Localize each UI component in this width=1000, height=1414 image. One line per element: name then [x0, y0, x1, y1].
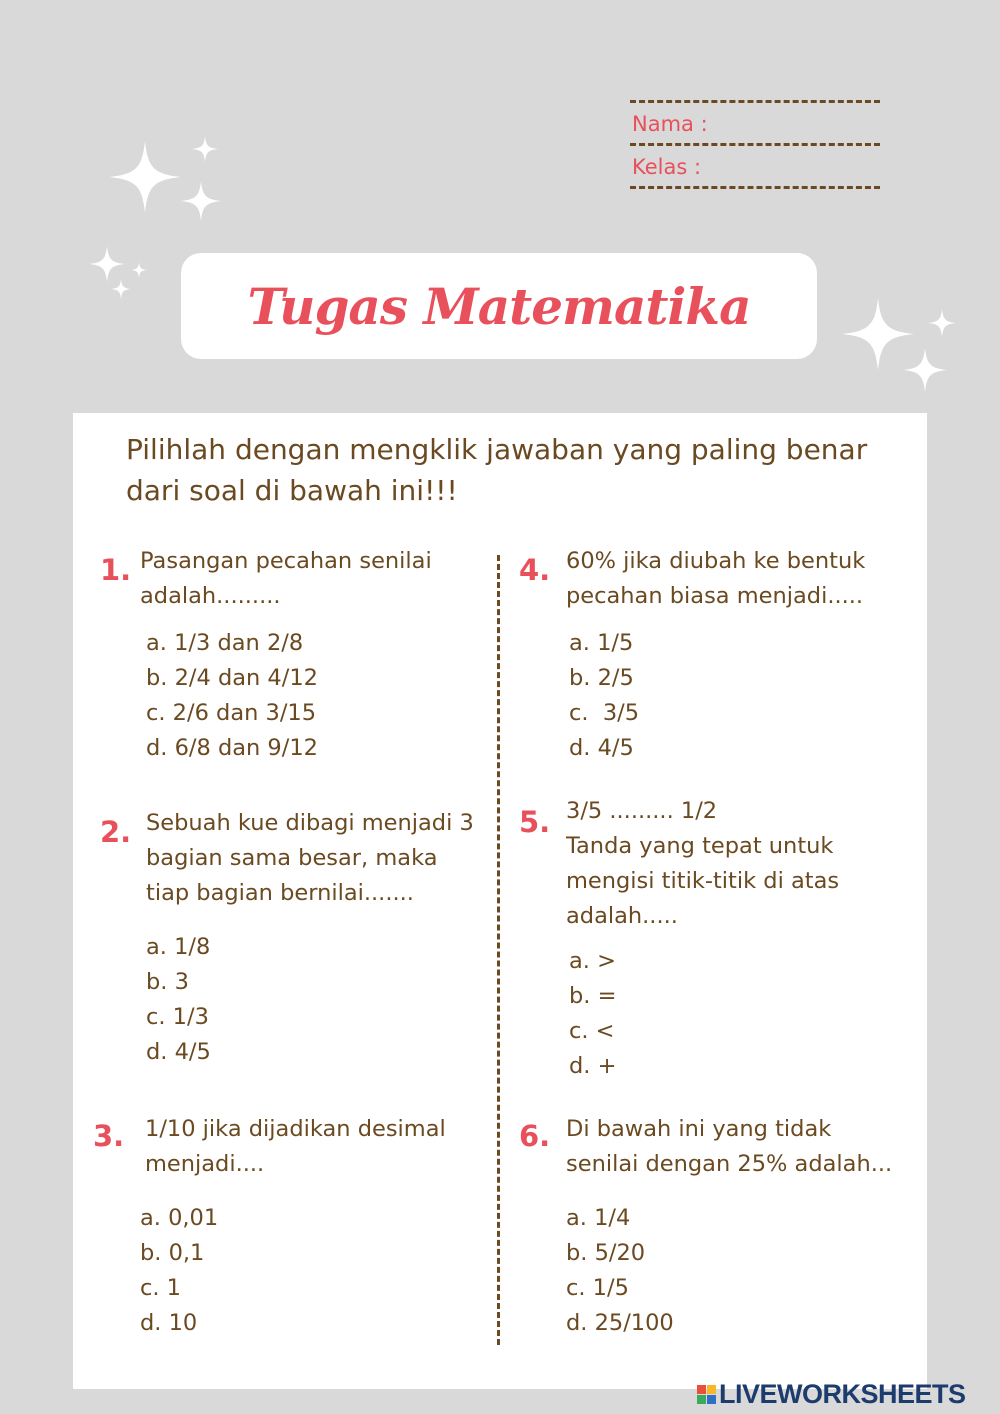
instructions: Pilihlah dengan mengklik jawaban yang paling benar dari soal di bawah ini!!! — [126, 433, 868, 507]
option-b[interactable]: b. 0,1 — [140, 1240, 205, 1266]
question-number: 4. — [519, 553, 551, 587]
option-c[interactable]: c. 3/5 — [569, 700, 640, 726]
sparkle-icon — [192, 136, 218, 162]
option-d[interactable]: d. 4/5 — [146, 1039, 211, 1065]
question-number: 2. — [100, 815, 132, 849]
option-a[interactable]: a. 1/4 — [566, 1205, 631, 1231]
option-c[interactable]: c. 2/6 dan 3/15 — [146, 700, 317, 726]
sparkle-icon — [89, 246, 125, 282]
option-b[interactable]: b. 2/5 — [569, 665, 634, 691]
option-d[interactable]: d. 10 — [140, 1310, 198, 1336]
option-b[interactable]: b. 3 — [146, 969, 189, 995]
sparkle-icon — [928, 309, 956, 337]
page-title: Tugas Matematika — [247, 276, 751, 336]
sparkle-icon — [903, 348, 947, 392]
sparkle-icon — [842, 298, 914, 370]
sparkle-icon — [181, 181, 221, 221]
class-field-label[interactable]: Kelas : — [632, 155, 702, 179]
logo-square — [707, 1385, 716, 1394]
question-text: Di bawah ini yang tidak senilai dengan 25% adalah... — [566, 1116, 893, 1177]
option-d[interactable]: d. + — [569, 1053, 617, 1079]
option-c[interactable]: c. 1/3 — [146, 1004, 209, 1030]
logo-grid-icon — [697, 1385, 716, 1404]
column-divider — [497, 555, 500, 1345]
option-d[interactable]: d. 25/100 — [566, 1310, 674, 1336]
worksheet-card — [73, 413, 927, 1389]
options-list — [146, 626, 318, 766]
question-text: 60% jika diubah ke bentuk pecahan biasa menjadi..... — [566, 548, 866, 609]
logo-text: LIVEWORKSHEETS — [719, 1378, 966, 1409]
option-d[interactable]: d. 4/5 — [569, 735, 634, 761]
title-banner — [181, 253, 817, 359]
question-number: 5. — [519, 805, 551, 839]
option-a[interactable]: a. 1/3 dan 2/8 — [146, 630, 304, 656]
option-b[interactable]: b. = — [569, 983, 617, 1009]
option-a[interactable]: a. > — [569, 948, 616, 974]
option-a[interactable]: a. 1/5 — [569, 630, 634, 656]
option-c[interactable]: c. 1 — [140, 1275, 181, 1301]
option-d[interactable]: d. 6/8 dan 9/12 — [146, 735, 318, 761]
options-list — [566, 1201, 674, 1341]
liveworksheets-logo[interactable] — [697, 1379, 966, 1409]
option-a[interactable]: a. 0,01 — [140, 1205, 219, 1231]
question-number: 6. — [519, 1119, 551, 1153]
option-c[interactable]: c. 1/5 — [566, 1275, 629, 1301]
question-number: 1. — [100, 553, 132, 587]
options-list — [140, 1201, 218, 1341]
sparkle-icon — [131, 262, 147, 278]
options-list — [146, 930, 211, 1070]
option-b[interactable]: b. 5/20 — [566, 1240, 646, 1266]
question-text: Sebuah kue dibagi menjadi 3 bagian sama besar, maka tiap bagian bernilai....... — [146, 810, 474, 906]
option-c[interactable]: c. < — [569, 1018, 615, 1044]
question-text: 1/10 jika dijadikan desimal menjadi.... — [145, 1116, 446, 1177]
logo-square — [697, 1395, 706, 1404]
sparkle-icon — [109, 141, 181, 213]
question-text: 3/5 ......... 1/2 Tanda yang tepat untuk mengisi titik-titik di atas adalah..... — [566, 798, 840, 929]
logo-square — [697, 1385, 706, 1394]
logo-square — [707, 1395, 716, 1404]
option-b[interactable]: b. 2/4 dan 4/12 — [146, 665, 318, 691]
option-a[interactable]: a. 1/8 — [146, 934, 211, 960]
student-info — [630, 100, 880, 189]
options-list — [569, 626, 639, 766]
name-field-label[interactable]: Nama : — [632, 112, 708, 136]
sparkle-icon — [111, 279, 131, 299]
divider-line — [630, 186, 880, 189]
options-list — [569, 944, 616, 1084]
question-text: Pasangan pecahan senilai adalah......... — [140, 548, 432, 609]
question-number: 3. — [93, 1119, 125, 1153]
